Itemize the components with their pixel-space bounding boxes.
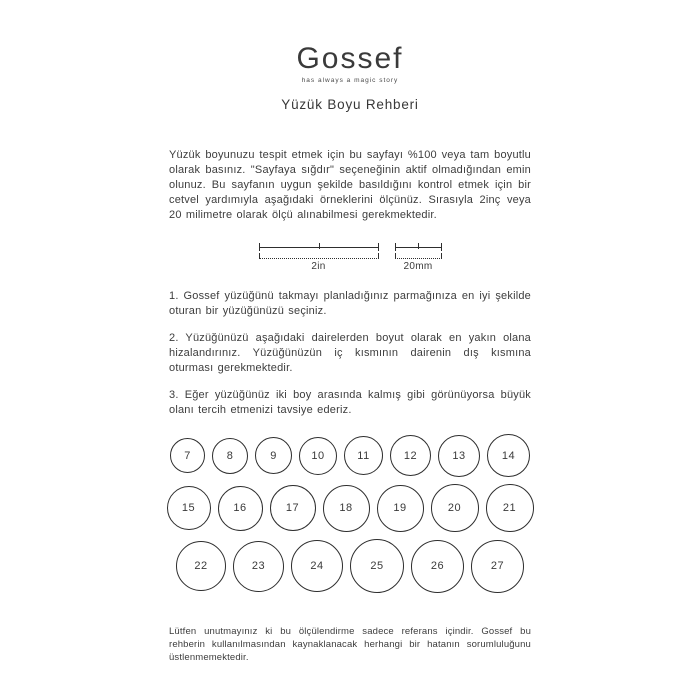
calibration-rulers (169, 243, 531, 272)
brand-tagline: has always a magic story (301, 77, 399, 84)
ruler-20mm-solid-line (395, 243, 442, 251)
ring-size-row-3 (169, 539, 531, 593)
ring-circle-12 (390, 435, 431, 476)
ring-circle-25 (350, 539, 404, 593)
ring-circle-24 (291, 540, 343, 592)
ring-size-label: 24 (310, 560, 324, 572)
ring-circle-11 (344, 436, 383, 475)
ruler-20mm-middle-tick (418, 243, 419, 249)
ring-size-label: 16 (233, 502, 247, 514)
ring-circle-8 (212, 438, 248, 474)
ring-circle-14 (487, 434, 530, 477)
ring-circle-7 (170, 438, 205, 473)
ring-size-label: 13 (452, 449, 466, 462)
ring-circle-22 (176, 541, 226, 591)
ruler-2in (259, 243, 379, 272)
ring-size-label: 14 (501, 449, 516, 462)
ring-circle-9 (255, 437, 292, 474)
step-2: 2. Yüzüğünüzü aşağıdaki dairelerden boyut olarak en yakın olana hizalandırınız. Yüzüğünüzün iç kısmının dairenin dış kısmına oturması gerekmektedir. (169, 332, 531, 374)
ring-size-label: 23 (251, 560, 266, 572)
ring-size-label: 25 (370, 560, 384, 572)
step-1: 1. Gossef yüzüğünü takmayı planladığınız parmağınıza en iyi şekilde oturan bir yüzüğünüzü seçiniz. (169, 290, 531, 317)
intro-paragraph: Yüzük boyunuzu tespit etmek için bu sayfayı %100 veya tam boyutlu olarak basınız. "Sayfaya sığdır" seçeneğinin aktif olmadığından emin olunuz. Bu sayfanın uygun şekilde basıldığını kontrol etmek için bir cetvel yardımıyla aşağıdaki örneklerini ölçünüz. Sırasıyla 2inç veya 20 milimetre olarak ölçü alınabilmesi gerekmektedir. (169, 149, 531, 221)
ring-size-grid (169, 434, 531, 593)
ring-circle-27 (471, 540, 524, 593)
ring-size-label: 27 (490, 560, 505, 572)
brand-header (169, 42, 531, 84)
ring-circle-15 (167, 486, 211, 530)
ring-size-label: 18 (339, 502, 353, 514)
ring-size-label: 9 (270, 449, 277, 462)
ring-size-row-2 (169, 484, 531, 532)
ring-size-row-1 (169, 434, 531, 477)
ring-circle-16 (218, 486, 263, 531)
ring-size-label: 22 (194, 560, 208, 572)
ring-circle-23 (233, 541, 284, 592)
ring-size-label: 26 (430, 560, 445, 572)
ring-size-label: 7 (184, 449, 191, 462)
ring-size-label: 10 (311, 449, 325, 462)
ruler-2in-middle-tick (319, 243, 320, 249)
ring-circle-26 (411, 540, 464, 593)
ruler-2in-label: 2in (311, 261, 326, 272)
ring-circle-13 (438, 435, 480, 477)
ring-circle-18 (323, 485, 370, 532)
ring-size-label: 19 (393, 502, 407, 514)
ring-size-label: 15 (181, 502, 196, 514)
ring-size-label: 12 (403, 449, 418, 462)
ring-circle-20 (431, 484, 479, 532)
page-title: Yüzük Boyu Rehberi (281, 97, 419, 112)
ring-size-label: 17 (285, 502, 300, 514)
step-3: 3. Eğer yüzüğünüz iki boy arasında kalmış gibi görünüyorsa büyük olanı tercih etmenizi tavsiye ederiz. (169, 389, 531, 416)
brand-logo: Gossef (296, 42, 404, 75)
ruler-2in-dotted-line (259, 253, 379, 259)
ruler-2in-solid-line (259, 243, 379, 251)
ring-circle-19 (377, 485, 424, 532)
ring-size-label: 20 (447, 502, 462, 514)
disclaimer: Lütfen unutmayınız ki bu ölçülendirme sadece referans içindir. Gossef bu rehberin kullanılmasından kaynaklanacak herhangi bir hatanın sorumluluğunu üstlenmemektedir. (169, 626, 531, 663)
ring-size-label: 8 (226, 449, 234, 462)
ring-size-label: 11 (357, 449, 370, 462)
ruler-20mm-dotted-line (395, 253, 442, 259)
ruler-20mm-label: 20mm (403, 261, 433, 272)
ruler-20mm (395, 243, 442, 272)
ring-circle-17 (270, 485, 316, 531)
ring-circle-10 (299, 437, 337, 475)
ring-circle-21 (486, 484, 534, 532)
instruction-steps (169, 289, 531, 418)
ring-size-label: 21 (502, 502, 517, 514)
